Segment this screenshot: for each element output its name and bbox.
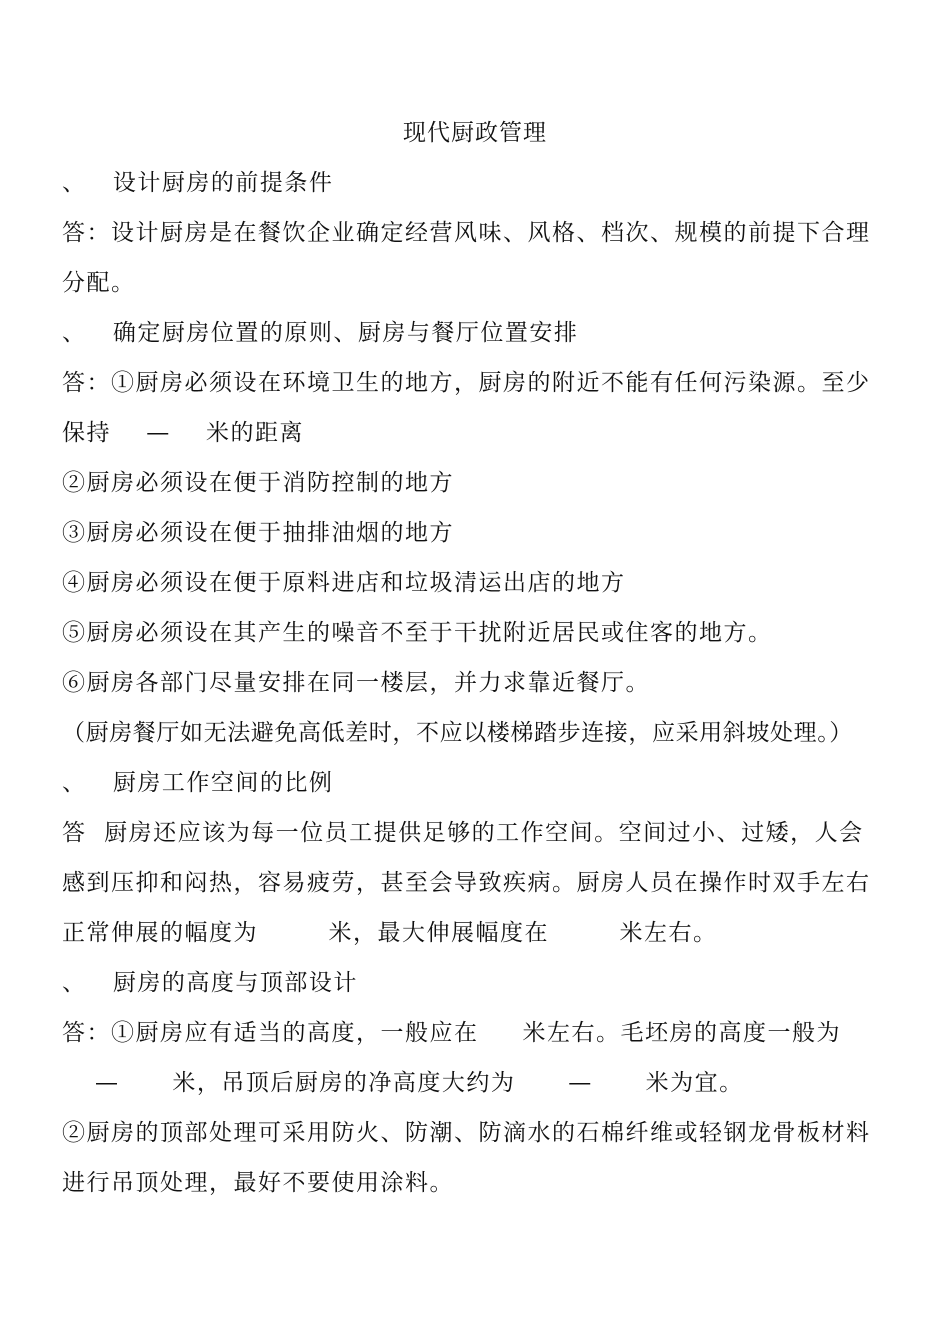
- list-item: ④厨房必须设在便于原料进店和垃圾清运出店的地方: [62, 570, 626, 596]
- section-heading-3: 、 厨房工作空间的比例: [62, 770, 334, 796]
- list-item: ⑤厨房必须设在其产生的噪音不至于干扰附近居民或住客的地方。: [62, 620, 773, 646]
- paragraph-line: 正常伸展的幅度为 米，最大伸展幅度在 米左右。: [62, 920, 718, 946]
- paragraph-line: 保持 — 米的距离: [62, 420, 304, 446]
- document-title: 现代厨政管理: [403, 120, 547, 146]
- paragraph-line: 进行吊顶处理，最好不要使用涂料。: [62, 1170, 454, 1196]
- paragraph-line: 答：设计厨房是在餐饮企业确定经营风味、风格、档次、规模的前提下合理: [62, 220, 871, 246]
- paragraph-line: 分配。: [62, 270, 136, 296]
- paragraph-line: ②厨房的顶部处理可采用防火、防潮、防滴水的石棉纤维或轻钢龙骨板材料: [62, 1120, 871, 1146]
- list-item: ②厨房必须设在便于消防控制的地方: [62, 470, 454, 496]
- list-item: ⑥厨房各部门尽量安排在同一楼层，并力求靠近餐厅。: [62, 670, 650, 696]
- paragraph-line: 答 厨房还应该为每一位员工提供足够的工作空间。空间过小、过矮，人会: [62, 820, 864, 846]
- paragraph-line: 答：①厨房应有适当的高度，一般应在 米左右。毛坯房的高度一般为: [62, 1020, 842, 1046]
- paragraph-line: 感到压抑和闷热，容易疲劳，甚至会导致疾病。厨房人员在操作时双手左右: [62, 870, 871, 896]
- list-item: ③厨房必须设在便于抽排油烟的地方: [62, 520, 454, 546]
- section-heading-2: 、 确定厨房位置的原则、厨房与餐厅位置安排: [62, 320, 579, 346]
- note-line: （厨房餐厅如无法避免高低差时，不应以楼梯踏步连接，应采用斜坡处理。）: [62, 720, 853, 746]
- section-heading-4: 、 厨房的高度与顶部设计: [62, 970, 358, 996]
- paragraph-line: — 米，吊顶后厨房的净高度大约为 — 米为宜。: [95, 1070, 744, 1096]
- section-heading-1: 、 设计厨房的前提条件: [62, 170, 334, 196]
- paragraph-line: 答：①厨房必须设在环境卫生的地方，厨房的附近不能有任何污染源。至少: [62, 370, 871, 396]
